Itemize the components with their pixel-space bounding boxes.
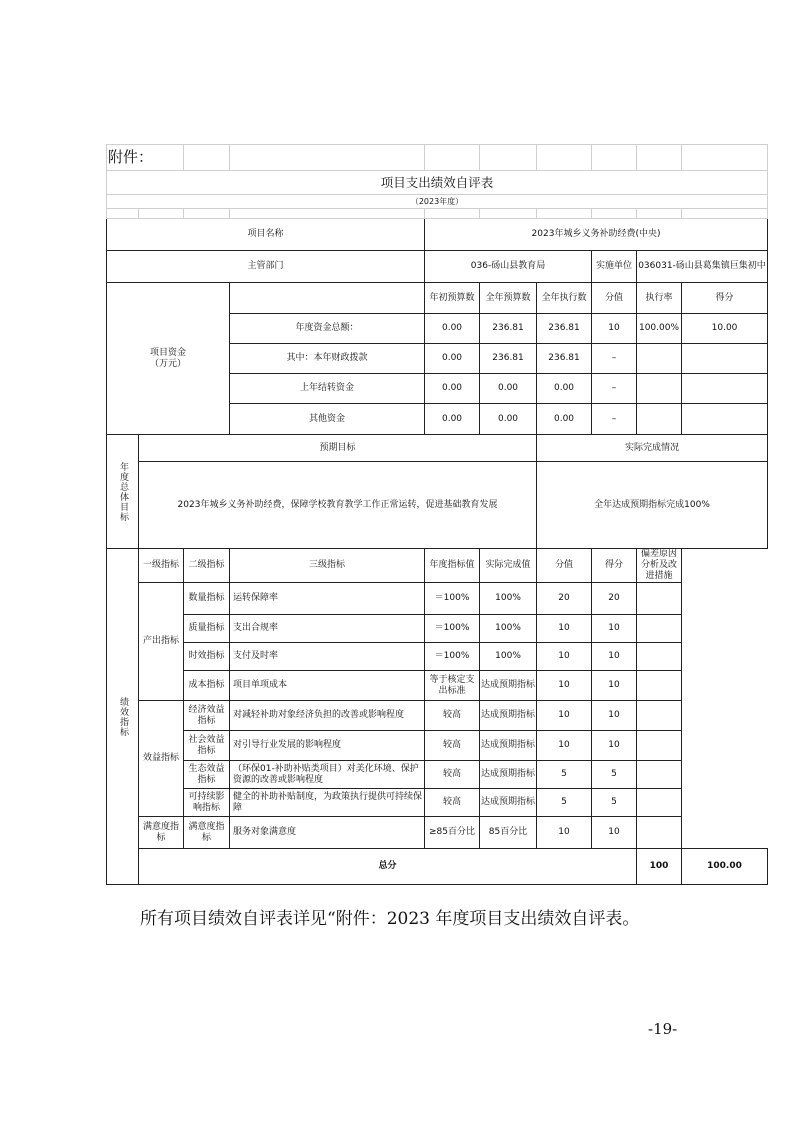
score-cell: 10 — [537, 701, 592, 731]
funds-cell: 0.00 — [537, 374, 592, 404]
attachment-label: 附件： — [107, 145, 184, 171]
indicator-header: 偏差原因分析及改进措施 — [637, 549, 682, 583]
dept-label: 主管部门 — [107, 251, 425, 283]
score-cell: 10 — [537, 615, 592, 643]
total-label: 总分 — [139, 849, 637, 885]
project-name-label: 项目名称 — [107, 219, 425, 251]
actual-cell: 85百分比 — [480, 817, 537, 849]
funds-header: 分值 — [592, 283, 637, 314]
l2-cell: 社会效益指标 — [184, 731, 230, 761]
funds-cell: 236.81 — [480, 314, 537, 344]
l2-cell: 满意度指标 — [184, 817, 230, 849]
dept-value: 036-砀山县教育局 — [425, 251, 592, 283]
indicator-header: 二级指标 — [184, 549, 230, 583]
unit-label: 实施单位 — [592, 251, 637, 283]
satisfaction-indicator-label: 满意度指标 — [139, 817, 184, 849]
got-cell: 10 — [592, 615, 637, 643]
target-cell: 等于核定支出标准 — [425, 671, 480, 701]
funds-cell — [682, 374, 768, 404]
score-cell: 10 — [537, 671, 592, 701]
l3-cell: 健全的补助补贴制度，为政策执行提供可持续保障 — [230, 789, 425, 817]
l2-cell: 质量指标 — [184, 615, 230, 643]
funds-cell: – — [592, 344, 637, 374]
funds-header: 执行率 — [637, 283, 682, 314]
got-cell: 5 — [592, 761, 637, 789]
funds-cell: 10 — [592, 314, 637, 344]
target-cell: ＝100% — [425, 583, 480, 615]
actual-goal-text: 全年达成预期指标完成100% — [537, 462, 768, 549]
l2-cell: 可持续影响指标 — [184, 789, 230, 817]
got-cell: 10 — [592, 643, 637, 671]
funds-cell: 10.00 — [682, 314, 768, 344]
l3-cell: 支付及时率 — [230, 643, 425, 671]
actual-cell: 100% — [480, 615, 537, 643]
got-cell: 10 — [592, 671, 637, 701]
got-cell: 20 — [592, 583, 637, 615]
total-score: 100 — [637, 849, 682, 885]
l3-cell: 服务对象满意度 — [230, 817, 425, 849]
score-cell: 10 — [537, 817, 592, 849]
score-cell: 5 — [537, 789, 592, 817]
target-cell: ＝100% — [425, 615, 480, 643]
table-title: 项目支出绩效自评表 — [107, 171, 768, 195]
funds-cell — [682, 344, 768, 374]
unit-value: 036031-砀山县葛集镇巨集初中 — [637, 251, 768, 283]
actual-cell: 达成预期指标 — [480, 701, 537, 731]
expected-goal-text: 2023年城乡义务补助经费，保障学校教育教学工作正常运转，促进基础教育发展 — [139, 462, 537, 549]
score-cell: 5 — [537, 761, 592, 789]
funds-header: 全年执行数 — [537, 283, 592, 314]
got-cell: 10 — [592, 817, 637, 849]
target-cell: 较高 — [425, 731, 480, 761]
funds-cell — [682, 404, 768, 435]
indicator-header: 得分 — [592, 549, 637, 583]
target-cell: ＝100% — [425, 643, 480, 671]
total-got: 100.00 — [682, 849, 768, 885]
actual-cell: 达成预期指标 — [480, 671, 537, 701]
indicator-header: 实际完成值 — [480, 549, 537, 583]
table-year: （2023年度） — [107, 195, 768, 209]
actual-cell: 达成预期指标 — [480, 731, 537, 761]
l3-cell: 对引导行业发展的影响程度 — [230, 731, 425, 761]
funds-row-name: 其中：本年财政拨款 — [230, 344, 425, 374]
score-cell: 10 — [537, 731, 592, 761]
l2-cell: 生态效益指标 — [184, 761, 230, 789]
funds-cell: 236.81 — [480, 344, 537, 374]
funds-cell: 0.00 — [425, 374, 480, 404]
goals-label: 年度总体目标 — [107, 435, 139, 549]
funds-cell: 0.00 — [537, 404, 592, 435]
funds-cell: – — [592, 404, 637, 435]
actual-cell: 达成预期指标 — [480, 761, 537, 789]
project-name-value: 2023年城乡义务补助经费(中央) — [425, 219, 768, 251]
funds-row-name: 年度资金总额： — [230, 314, 425, 344]
target-cell: 较高 — [425, 789, 480, 817]
funds-cell: 0.00 — [425, 314, 480, 344]
funds-cell: 100.00% — [637, 314, 682, 344]
funds-cell — [637, 344, 682, 374]
funds-cell — [637, 374, 682, 404]
l2-cell: 成本指标 — [184, 671, 230, 701]
got-cell: 10 — [592, 701, 637, 731]
indicator-header: 三级指标 — [230, 549, 425, 583]
funds-row-name: 上年结转资金 — [230, 374, 425, 404]
funds-row-name: 其他资金 — [230, 404, 425, 435]
actual-goal-header: 实际完成情况 — [537, 435, 768, 462]
indicator-header: 一级指标 — [139, 549, 184, 583]
benefit-indicator-label: 效益指标 — [139, 701, 184, 817]
indicator-header: 年度指标值 — [425, 549, 480, 583]
attachment-note: 所有项目绩效自评表详见“附件：2023 年度项目支出绩效自评表。 — [140, 909, 640, 929]
actual-cell: 100% — [480, 583, 537, 615]
funds-cell: 0.00 — [480, 374, 537, 404]
target-cell: ≥85百分比 — [425, 817, 480, 849]
l2-cell: 经济效益指标 — [184, 701, 230, 731]
funds-cell: 0.00 — [425, 404, 480, 435]
target-cell: 较高 — [425, 761, 480, 789]
l2-cell: 时效指标 — [184, 643, 230, 671]
got-cell: 5 — [592, 789, 637, 817]
l3-cell: 运转保障率 — [230, 583, 425, 615]
target-cell: 较高 — [425, 701, 480, 731]
expected-goal-header: 预期目标 — [139, 435, 537, 462]
got-cell: 10 — [592, 731, 637, 761]
funds-cell: 0.00 — [425, 344, 480, 374]
indicator-header: 分值 — [537, 549, 592, 583]
output-indicator-label: 产出指标 — [139, 583, 184, 701]
funds-header: 年初预算数 — [425, 283, 480, 314]
score-cell: 20 — [537, 583, 592, 615]
funds-cell — [637, 404, 682, 435]
funds-header: 得分 — [682, 283, 768, 314]
l3-cell: 支出合规率 — [230, 615, 425, 643]
funds-cell: 236.81 — [537, 344, 592, 374]
l3-cell: 对减轻补助对象经济负担的改善或影响程度 — [230, 701, 425, 731]
funds-cell: 0.00 — [480, 404, 537, 435]
funds-cell: 236.81 — [537, 314, 592, 344]
funds-header: 全年预算数 — [480, 283, 537, 314]
actual-cell: 达成预期指标 — [480, 789, 537, 817]
indicators-label: 绩效指标 — [107, 549, 139, 885]
l2-cell: 数量指标 — [184, 583, 230, 615]
funds-label: 项目资金 （万元） — [107, 283, 230, 435]
page-number: -19- — [648, 1020, 678, 1038]
l3-cell: （环保01-补助补贴类项目）对美化环境、保护资源的改善或影响程度 — [230, 761, 425, 789]
l3-cell: 项目单项成本 — [230, 671, 425, 701]
actual-cell: 100% — [480, 643, 537, 671]
performance-table — [106, 144, 768, 885]
score-cell: 10 — [537, 643, 592, 671]
funds-cell: – — [592, 374, 637, 404]
